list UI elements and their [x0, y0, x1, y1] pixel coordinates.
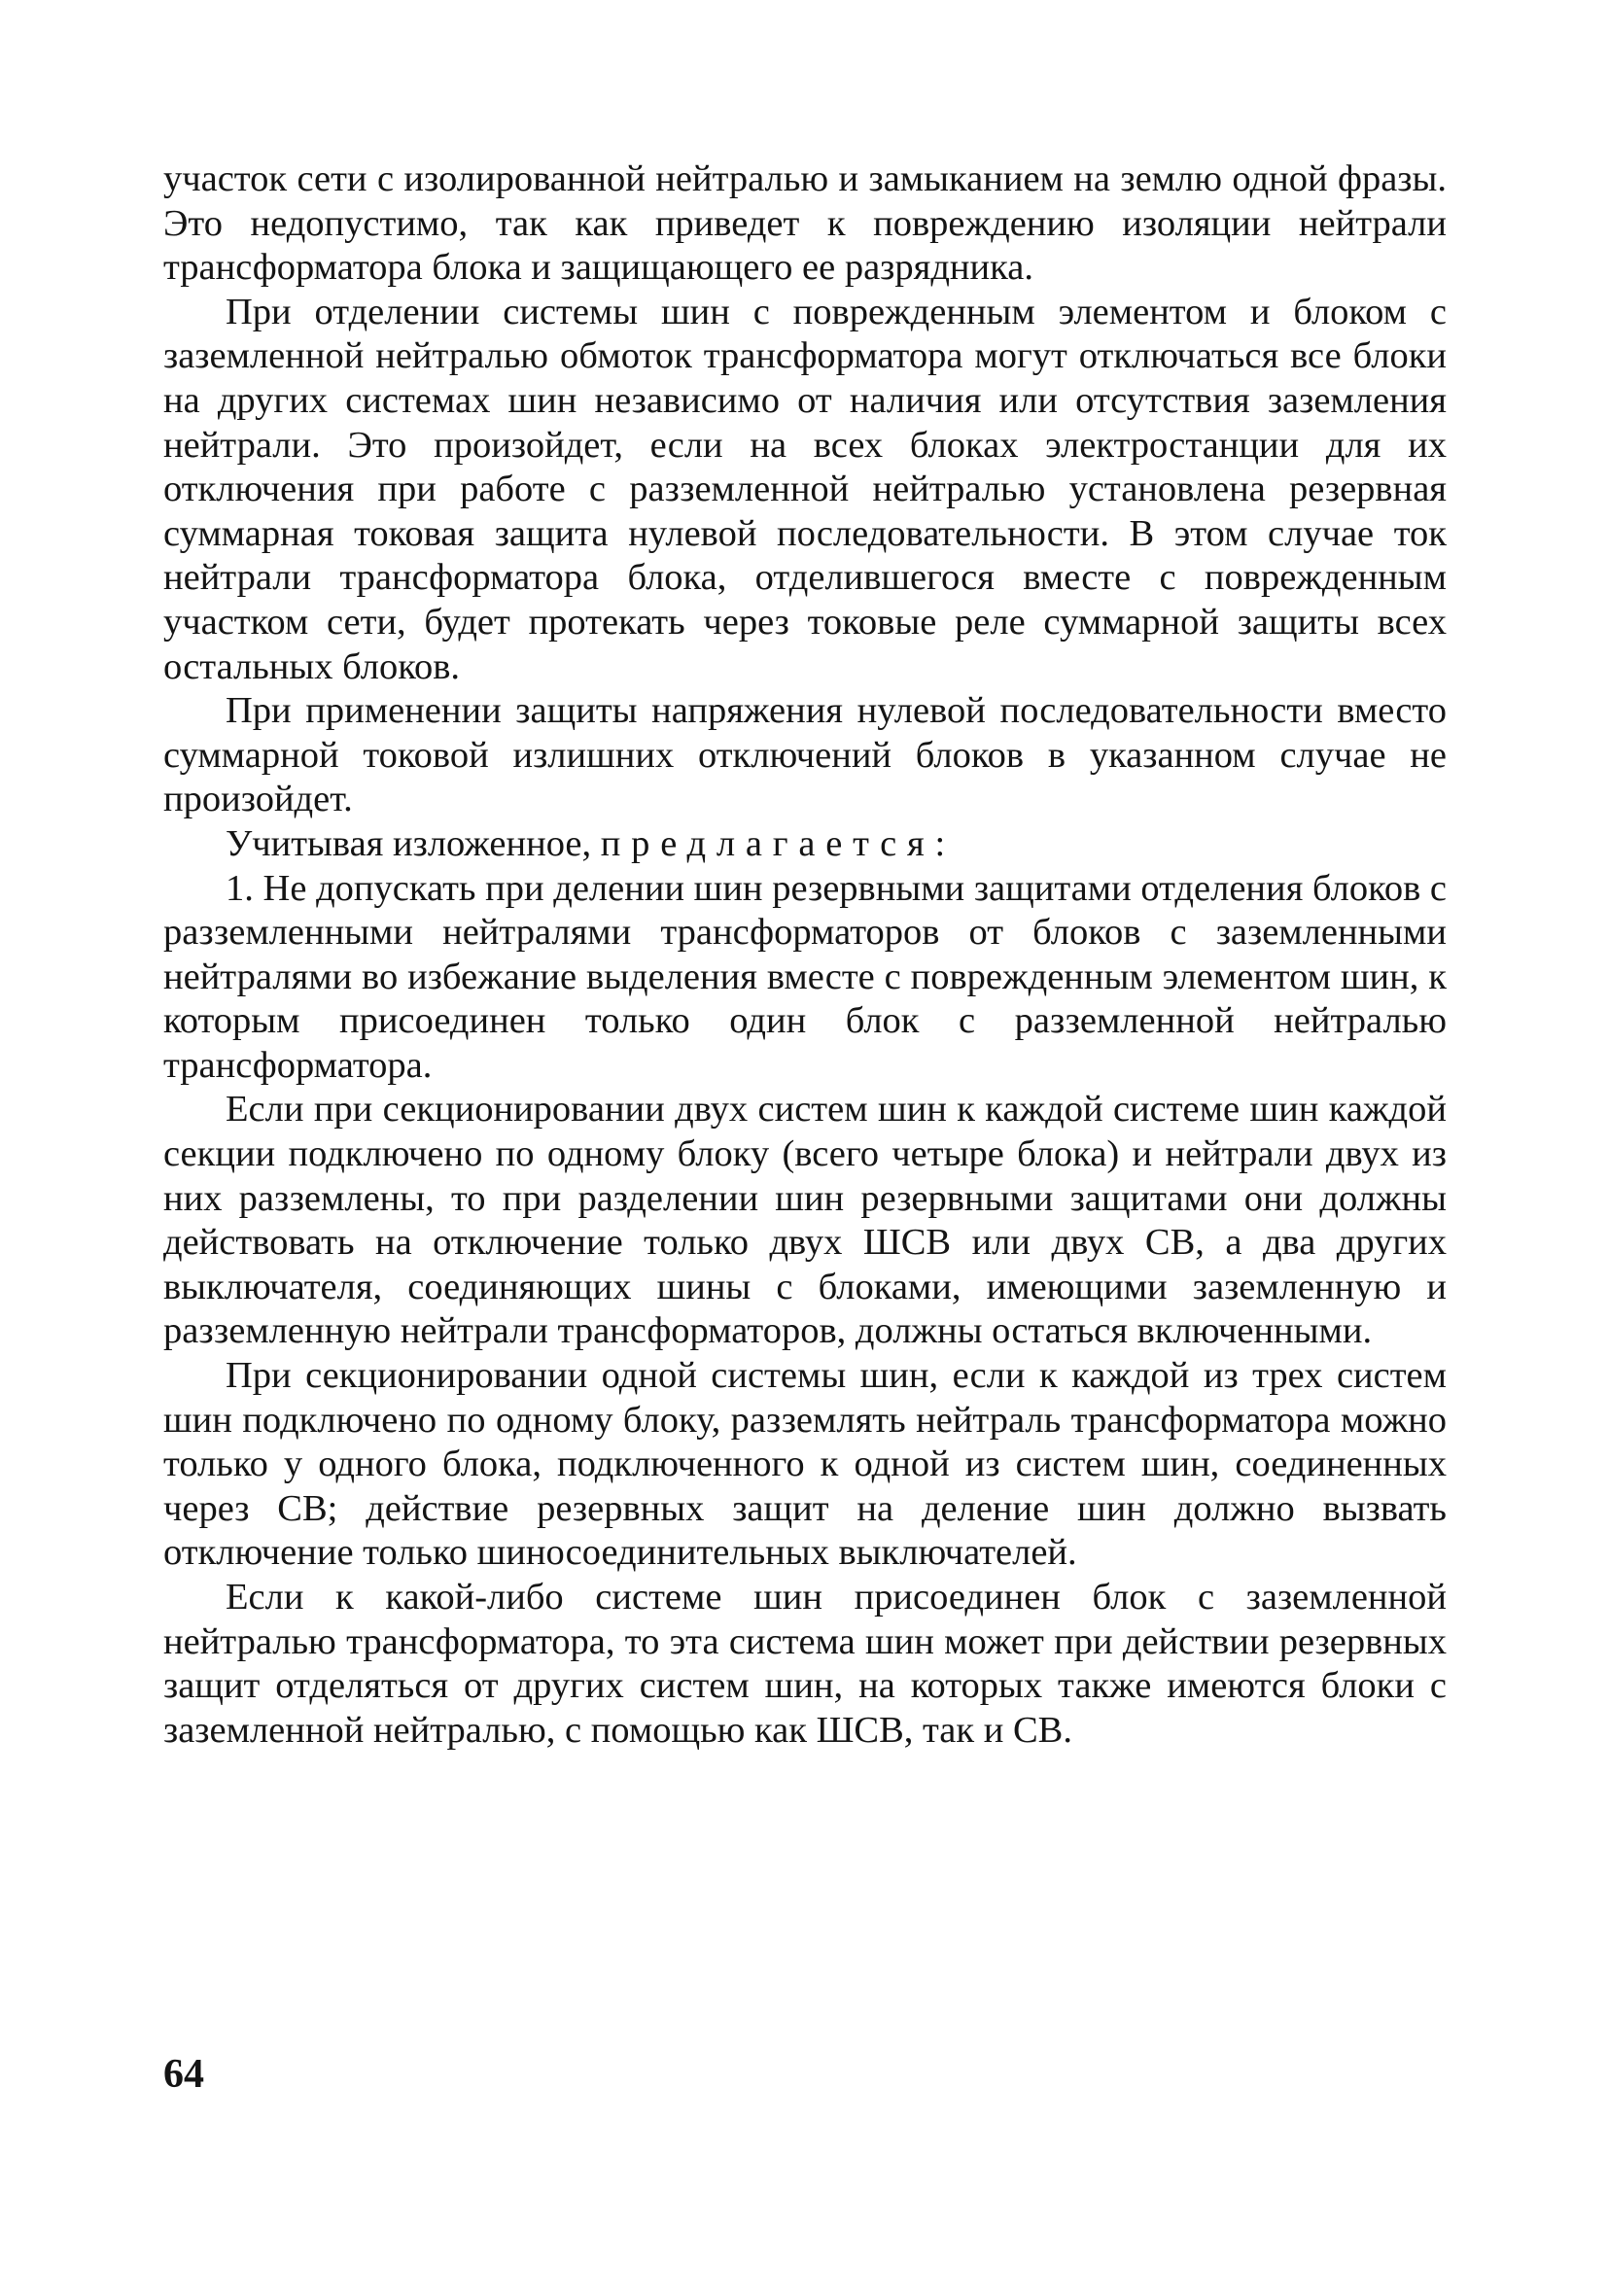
page-body — [163, 157, 1447, 1753]
paragraph-1: участок сети с изолированной нейтралью и замыканием на землю одной фразы. Это недопустимо, так как приведет к повреждению изоляции нейтрали трансформатора блока и защищающего ее разрядника. — [163, 158, 1447, 289]
paragraph-5: 1. Не допускать при делении шин резервными защитами отделения блоков с разземленными нейтралями трансформаторов от блоков с заземленными нейтралями во избежание выделения вместе с поврежденным элементом шин, к которым присоединен только один блок с разземленной нейтралью трансформатора. — [163, 867, 1447, 1086]
paragraph-2: При отделении системы шин с поврежденным элементом и блоком с заземленной нейтралью обмоток трансформатора могут отключаться все блоки на других системах шин независимо от наличия или отсутствия заземления нейтрали. Это произойдет, если на всех блоках электростанции для их отключения при работе с разземленной нейтралью установлена резервная суммарная токовая защита нулевой последовательности. В этом случае ток нейтрали трансформатора блока, отделившегося вместе с поврежденным участком сети, будет протекать через токовые реле суммарной защиты всех остальных блоков. — [163, 291, 1447, 687]
paragraph-6: Если при секционировании двух систем шин к каждой системе шин каждой секции подключено по одному блоку (всего четыре блока) и нейтрали двух из них разземлены, то при разделении шин резервными защитами они должны действовать на отключение только двух ШСВ или двух СВ, а два других выключателя, соединяющих шины с блоками, имеющими заземленную и разземленную нейтрали трансформаторов, должны остаться включенными. — [163, 1089, 1447, 1352]
paragraph-4 — [163, 822, 1447, 867]
paragraph-4-spaced-word: предлагается — [600, 822, 935, 864]
page-number: 64 — [163, 2052, 204, 2097]
paragraph-4-lead: Учитывая изложенное, — [226, 822, 601, 864]
paragraph-8: Если к какой-либо системе шин присоединен блок с заземленной нейтралью трансформатора, то эта система шин может при действии резервных защит отделяться от других систем шин, на которых также имеются блоки с заземленной нейтралью, с помощью как ШСВ, так и СВ. — [163, 1577, 1447, 1751]
paragraph-7: При секционировании одной системы шин, если к каждой из трех систем шин подключено по одному блоку, разземлять нейтраль трансформатора можно только у одного блока, подключенного к одной из систем шин, соединенных через СВ; действие резервных защит на деление шин должно вызвать отключение только шиносоединительных выключателей. — [163, 1355, 1447, 1574]
paragraph-4-tail: : — [934, 822, 946, 864]
paragraph-3: При применении защиты напряжения нулевой последовательности вместо суммарной токовой излишних отключений блоков в указанном случае не произойдет. — [163, 690, 1447, 820]
